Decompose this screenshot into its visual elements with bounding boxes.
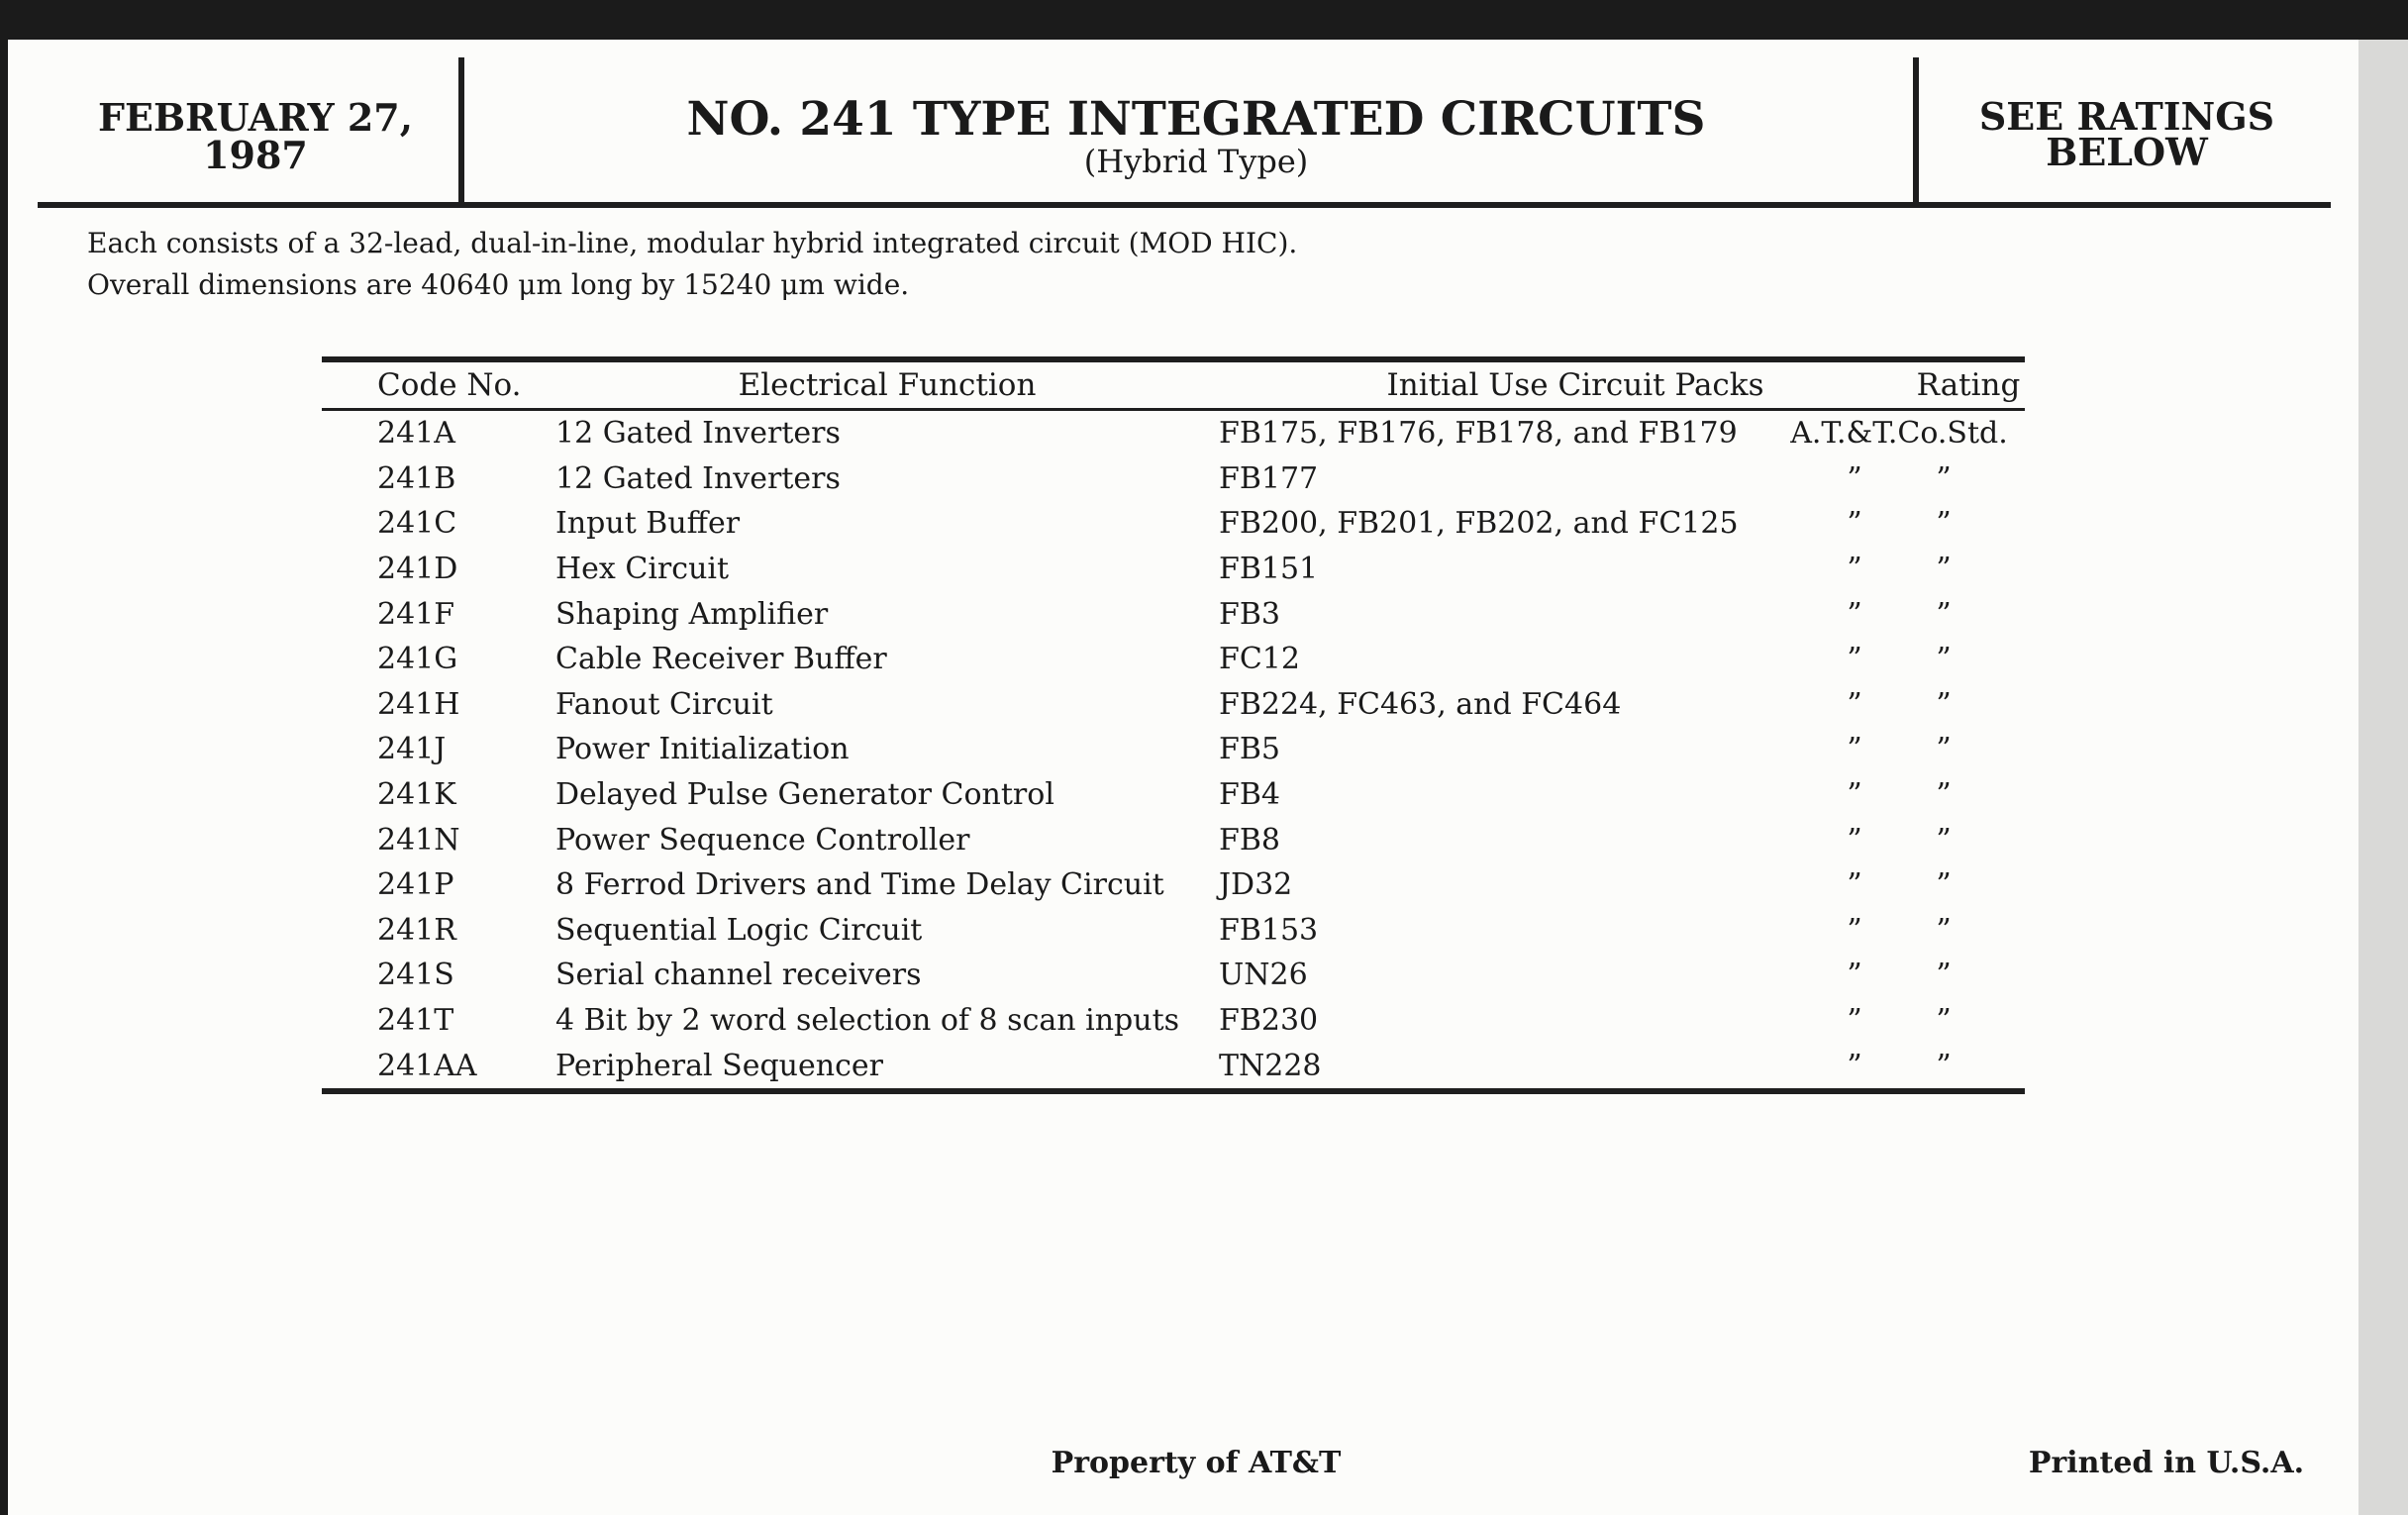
cell-code: 241A [377,416,455,452]
ditto-mark: ” [1847,1003,1862,1039]
col-header-code: Code No. [377,367,522,403]
cell-code: 241R [377,912,456,948]
table-row [322,817,2025,862]
intro-line-2: Overall dimensions are 40640 μm long by 15240 μm wide. [87,268,910,301]
cell-code: 241B [377,460,456,496]
ditto-mark: ” [1847,1048,1862,1083]
ditto-marks [1810,1003,1988,1038]
ditto-marks [1810,506,1988,541]
cell-packs: FB8 [1219,822,1280,858]
page-title: NO. 241 TYPE INTEGRATED CIRCUITS [686,92,1706,147]
col-header-rating: Rating [1916,367,2021,403]
cell-rating [1773,591,2025,637]
table-row [322,591,2025,637]
col-header-packs: Initial Use Circuit Packs [1386,367,1764,403]
cell-function: Serial channel receivers [555,958,922,993]
ditto-mark: ” [1847,732,1862,767]
table-row [322,411,2025,456]
cell-function: 12 Gated Inverters [555,416,841,452]
header-divider-left [458,57,464,208]
cell-function: Shaping Amplifier [555,596,829,632]
table-header-row [322,362,2025,408]
intro-text [87,223,1297,306]
cell-rating [1773,908,2025,954]
cell-rating [1773,727,2025,772]
ratings-note-line1: SEE RATINGS [1978,94,2275,139]
cell-code: 241F [377,596,455,632]
cell-function: Cable Receiver Buffer [555,642,887,677]
cell-rating [1773,862,2025,908]
footer-printed: Printed in U.S.A. [2028,1446,2305,1480]
ditto-marks [1810,867,1988,902]
cell-function: Sequential Logic Circuit [555,912,923,948]
table-row [322,547,2025,592]
cell-packs: FB200, FB201, FB202, and FC125 [1219,506,1739,542]
cell-rating [1773,817,2025,862]
intro-line-1: Each consists of a 32-lead, dual-in-line, modular hybrid integrated circuit (MOD HIC). [87,227,1298,259]
issue-date-line2: 1987 [203,133,308,177]
cell-rating: A.T.&T.Co.Std. [1790,416,2008,452]
ditto-marks [1810,732,1988,766]
ditto-marks [1810,552,1988,586]
ditto-marks [1810,597,1988,632]
table-row [322,501,2025,547]
header-divider-right [1913,57,1919,208]
cell-rating [1773,953,2025,998]
cell-function: Fanout Circuit [555,686,773,722]
issue-date [48,95,463,177]
ditto-mark: ” [1847,912,1862,948]
cell-code: 241H [377,686,460,722]
document-page [8,40,2358,1515]
cell-code: 241P [377,867,454,903]
cell-packs: FB5 [1219,732,1280,767]
table-row [322,456,2025,502]
cell-function: Input Buffer [555,506,741,542]
ditto-mark: ” [1936,552,1952,587]
cell-rating [1773,772,2025,818]
header-title-block [473,92,1919,180]
ditto-mark: ” [1936,732,1952,767]
cell-function: Peripheral Sequencer [555,1048,883,1083]
cell-code: 241J [377,732,447,767]
table-row [322,637,2025,682]
cell-function: 8 Ferrod Drivers and Time Delay Circuit [555,867,1164,903]
table-bottom-rule [322,1088,2025,1094]
cell-packs: FB177 [1219,460,1319,496]
header-rule [38,202,2331,208]
cell-packs: UN26 [1219,958,1308,993]
ditto-mark: ” [1847,552,1862,587]
ratings-note [1929,94,2325,174]
cell-rating [1773,1043,2025,1088]
table-row [322,908,2025,954]
table-row [322,953,2025,998]
cell-function: Power Sequence Controller [555,822,970,858]
cell-rating [1773,547,2025,592]
table-row [322,772,2025,818]
table-body [322,411,2025,1088]
col-header-function: Electrical Function [738,367,1037,403]
ditto-mark: ” [1936,912,1952,948]
ditto-marks [1810,777,1988,812]
ditto-mark: ” [1936,777,1952,813]
ditto-mark: ” [1847,596,1862,632]
cell-rating [1773,682,2025,728]
cell-rating [1773,998,2025,1044]
ditto-mark: ” [1936,1003,1952,1039]
ditto-mark: ” [1936,686,1952,722]
cell-packs: JD32 [1219,867,1293,903]
table-row [322,682,2025,728]
ditto-marks [1810,913,1988,948]
cell-packs: FB175, FB176, FB178, and FB179 [1219,416,1738,452]
ditto-mark: ” [1847,460,1862,496]
ditto-mark: ” [1936,1048,1952,1083]
cell-packs: TN228 [1219,1048,1322,1083]
table-row [322,998,2025,1044]
ditto-marks [1810,1049,1988,1083]
ditto-marks [1810,642,1988,676]
ditto-mark: ” [1847,777,1862,813]
ditto-mark: ” [1936,506,1952,542]
cell-packs: FB3 [1219,596,1280,632]
cell-packs: FB224, FC463, and FC464 [1219,686,1622,722]
cell-rating [1773,501,2025,547]
cell-code: 241K [377,777,456,813]
ditto-mark: ” [1936,460,1952,496]
cell-packs: FB151 [1219,552,1319,587]
cell-code: 241AA [377,1048,477,1083]
cell-code: 241D [377,552,458,587]
ditto-marks [1810,461,1988,496]
page-subtitle: (Hybrid Type) [1083,143,1309,180]
cell-packs: FC12 [1219,642,1300,677]
ditto-mark: ” [1936,822,1952,858]
table-row [322,1043,2025,1088]
issue-date-line1: FEBRUARY 27, [98,95,413,140]
cell-function: 4 Bit by 2 word selection of 8 scan inputs [555,1003,1180,1039]
circuits-table [322,356,2025,1094]
ditto-mark: ” [1847,867,1862,903]
ditto-mark: ” [1847,822,1862,858]
cell-function: Delayed Pulse Generator Control [555,777,1054,813]
cell-code: 241S [377,958,454,993]
ditto-mark: ” [1847,506,1862,542]
cell-code: 241G [377,642,458,677]
table-row [322,862,2025,908]
cell-function: 12 Gated Inverters [555,460,841,496]
ditto-marks [1810,958,1988,992]
cell-rating [1773,456,2025,502]
cell-code: 241T [377,1003,454,1039]
table-row [322,727,2025,772]
ditto-marks [1810,823,1988,858]
footer-property: Property of AT&T [1051,1446,1342,1480]
cell-code: 241C [377,506,457,542]
ditto-mark: ” [1847,958,1862,993]
scan-edge-strip [2358,40,2408,1515]
ditto-mark: ” [1847,642,1862,677]
cell-rating [1773,637,2025,682]
cell-function: Hex Circuit [555,552,730,587]
ditto-mark: ” [1936,642,1952,677]
ditto-mark: ” [1936,958,1952,993]
ratings-note-line2: BELOW [2046,130,2208,174]
ditto-mark: ” [1936,867,1952,903]
cell-packs: FB153 [1219,912,1319,948]
cell-packs: FB230 [1219,1003,1319,1039]
ditto-mark: ” [1847,686,1862,722]
ditto-marks [1810,687,1988,722]
ditto-mark: ” [1936,596,1952,632]
cell-code: 241N [377,822,460,858]
cell-packs: FB4 [1219,777,1280,813]
cell-function: Power Initialization [555,732,850,767]
